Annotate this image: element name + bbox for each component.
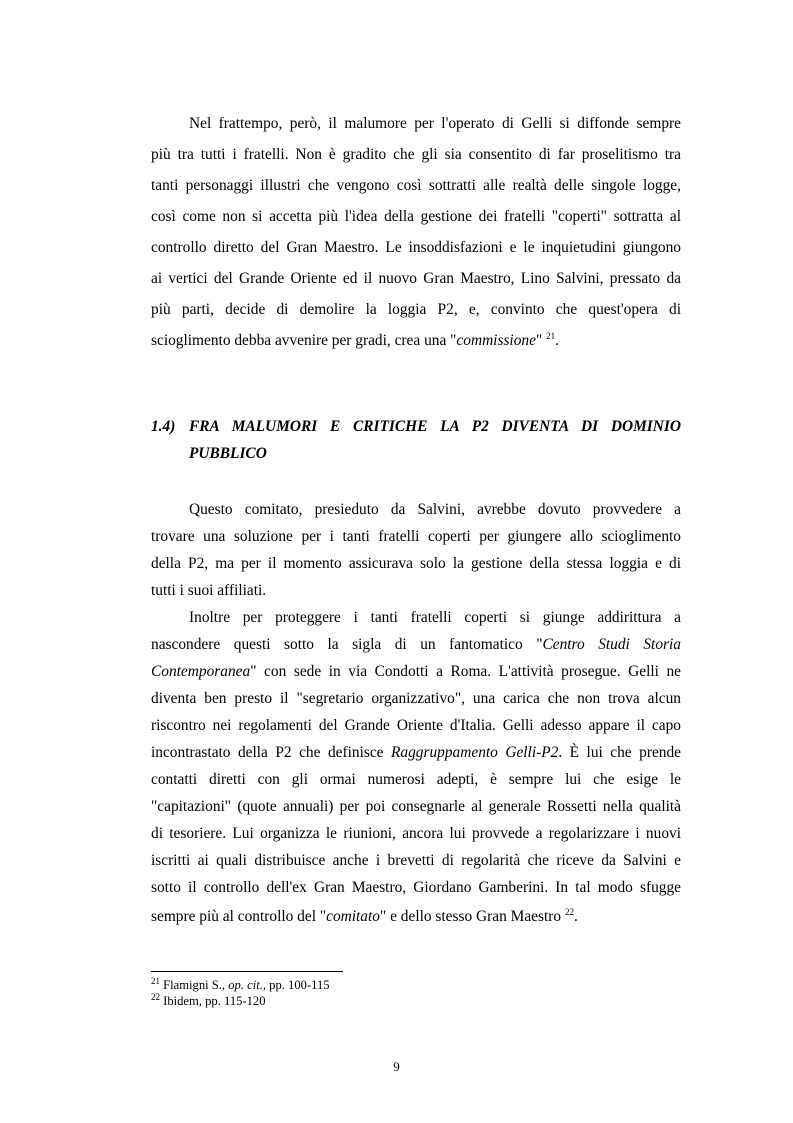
para3-italic-2: Contemporanea bbox=[151, 663, 251, 680]
para3-text-2: " con sede in via Condotti a Roma. L'attività prosegue. Gelli ne bbox=[250, 663, 681, 680]
para3-line-2 bbox=[151, 635, 681, 655]
para1-line-5: controllo diretto del Gran Maestro. Le insoddisfazioni e le inquietudini giungono bbox=[151, 239, 681, 256]
para3-line-9: di tesoriere. Lui organizza le riunioni, ancora lui provvede a regolarizzare i nuovi bbox=[151, 825, 681, 842]
para2-line-1: Questo comitato, presieduto da Salvini, avrebbe dovuto provvedere a bbox=[189, 501, 681, 518]
para2-line-4: tutti i suoi affiliati. bbox=[151, 582, 267, 599]
para3-text-5: sempre più al controllo del " bbox=[151, 908, 327, 925]
footnote-ref-21[interactable]: 21 bbox=[546, 330, 556, 341]
footnote-number: 21 bbox=[151, 975, 160, 986]
footnote-ref-22[interactable]: 22 bbox=[564, 906, 574, 917]
para3-italic-3: Raggruppamento Gelli-P2 bbox=[390, 744, 559, 761]
para1-line-2: più tra tutti i fratelli. Non è gradito che gli sia consentito di far proselitismo tra bbox=[151, 146, 681, 163]
para3-text-4: . È lui che prende bbox=[558, 744, 681, 761]
footnote-italic: op. cit., bbox=[228, 978, 267, 992]
footnote-22 bbox=[151, 993, 266, 1009]
para3-line-11: sotto il controllo dell'ex Gran Maestro, Giordano Gamberini. In tal modo sfugge bbox=[151, 879, 681, 896]
para1-line-3: tanti personaggi illustri che vengono così sottratti alle realtà delle singole logge, bbox=[151, 177, 681, 194]
para1-text: scioglimento debba avvenire per gradi, crea una " bbox=[151, 332, 457, 349]
footnote-21 bbox=[151, 977, 330, 993]
footnote-number: 22 bbox=[151, 991, 160, 1002]
para1-italic: commissione bbox=[456, 332, 536, 349]
para3-text: nascondere questi sotto la sigla di un fantomatico " bbox=[151, 636, 543, 653]
section-number: 1.4) bbox=[151, 418, 176, 435]
para3-text-3: incontrastato della P2 che definisce bbox=[151, 744, 391, 761]
para1-line-1: Nel frattempo, però, il malumore per l'operato di Gelli si diffonde sempre bbox=[189, 115, 681, 132]
footnote-pages: pp. 100-115 bbox=[266, 978, 330, 992]
page-number: 9 bbox=[393, 1059, 400, 1074]
section-title-line2: PUBBLICO bbox=[189, 445, 267, 462]
para3-line-1: Inoltre per proteggere i tanti fratelli coperti si giunge addirittura a bbox=[189, 609, 681, 626]
footnote-text: Flamigni S., bbox=[160, 978, 229, 992]
para2-line-3: della P2, ma per il momento assicurava solo la gestione della stessa loggia e di bbox=[151, 555, 681, 572]
section-title-line1: FRA MALUMORI E CRITICHE LA P2 DIVENTA DI DOMINIO bbox=[189, 418, 681, 435]
para1-text-after: " bbox=[535, 332, 547, 349]
para1-line-8 bbox=[151, 331, 681, 351]
para1-line-4: così come non si accetta più l'idea della gestione dei fratelli "coperti" sottratta al bbox=[151, 208, 681, 225]
para1-line-7: più parti, decide di demolire la loggia P2, e, convinto che quest'opera di bbox=[151, 301, 681, 318]
para3-line-8: "capitazioni" (quote annuali) per poi consegnarle al generale Rossetti nella qualità bbox=[151, 798, 681, 815]
para3-line-4: diventa ben presto il "segretario organizzativo", una carica che non trova alcun bbox=[151, 690, 681, 707]
para2-line-2: trovare una soluzione per i tanti fratelli coperti per giungere allo scioglimento bbox=[151, 528, 681, 545]
para1-end: . bbox=[555, 332, 559, 349]
para3-line-7: contatti diretti con gli ormai numerosi adepti, è sempre lui che esige le bbox=[151, 771, 681, 788]
para3-end: . bbox=[573, 908, 578, 925]
para3-line-5: riscontro nei regolamenti del Grande Oriente d'Italia. Gelli adesso appare il capo bbox=[151, 717, 681, 734]
para3-text-6: " e dello stesso Gran Maestro bbox=[379, 908, 565, 925]
para1-line-6: ai vertici del Grande Oriente ed il nuovo Gran Maestro, Lino Salvini, pressato da bbox=[151, 270, 681, 287]
para3-italic-4: comitato bbox=[326, 908, 380, 925]
para3-line-3 bbox=[151, 662, 681, 682]
para3-italic: Centro Studi Storia bbox=[542, 636, 681, 653]
para3-line-12 bbox=[151, 907, 681, 927]
footnote-separator bbox=[151, 971, 343, 972]
footnote-text: Ibidem, pp. 115-120 bbox=[160, 994, 266, 1008]
para3-line-6 bbox=[151, 743, 681, 763]
para3-line-10: iscritti ai quali distribuisce anche i brevetti di regolarità che riceve da Salvini e bbox=[151, 852, 681, 869]
